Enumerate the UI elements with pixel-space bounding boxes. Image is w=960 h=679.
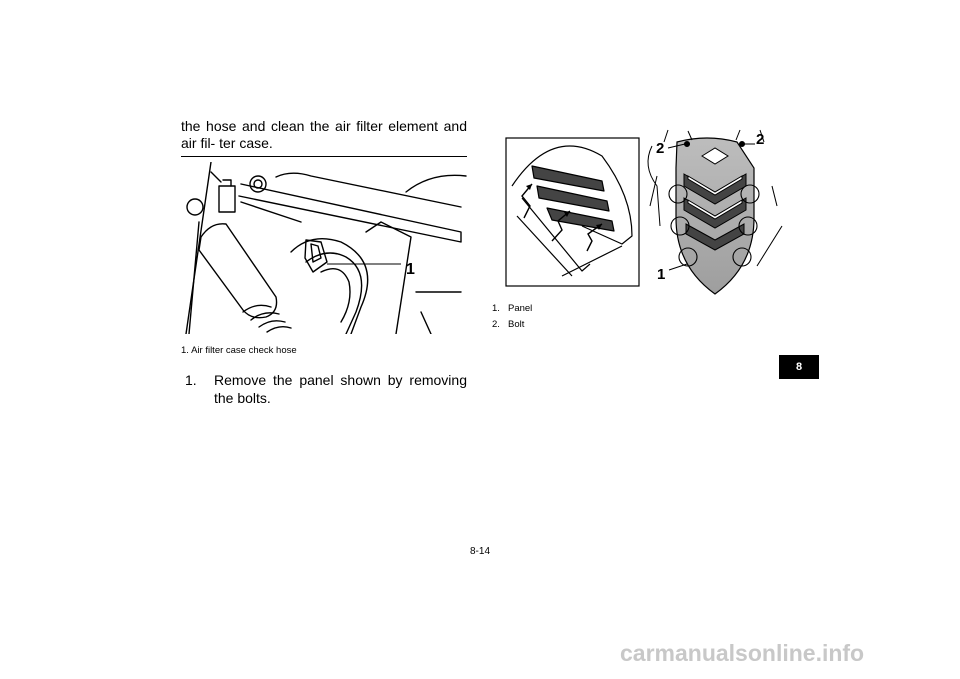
chapter-tab: 8 — [779, 355, 819, 379]
figure1-caption-text: Air filter case check hose — [191, 345, 297, 356]
step-number: 1. — [185, 372, 197, 388]
step-text: Remove the panel shown by removing the bolts. — [214, 372, 467, 406]
figure2-callout-2-left: 2 — [656, 140, 665, 157]
figure2-caption-1-number: 1. — [492, 303, 500, 314]
page-number: 8-14 — [469, 546, 490, 557]
instruction-step-1 — [185, 371, 467, 407]
figure1-callout-1: 1 — [406, 261, 415, 278]
figure2-callout-2-right: 2 — [756, 131, 765, 148]
figure2-caption-2-text: Bolt — [508, 319, 525, 330]
figure2-caption-1 — [492, 303, 532, 314]
figure1-caption-number: 1. — [181, 345, 189, 356]
figure2-caption-1-text: Panel — [508, 303, 533, 314]
intro-paragraph: the hose and clean the air filter element and air fil- ter case. — [181, 118, 467, 151]
figure2-callout-1: 1 — [657, 266, 666, 283]
watermark: carmanualsonline.info — [620, 640, 865, 666]
figure1-caption — [181, 345, 297, 356]
section-divider — [181, 156, 467, 157]
figure2-caption-2-number: 2. — [492, 319, 500, 330]
figure2-caption-2 — [492, 319, 524, 330]
figure-air-filter-hose — [181, 162, 467, 334]
figure-panel-bolts — [492, 126, 787, 296]
